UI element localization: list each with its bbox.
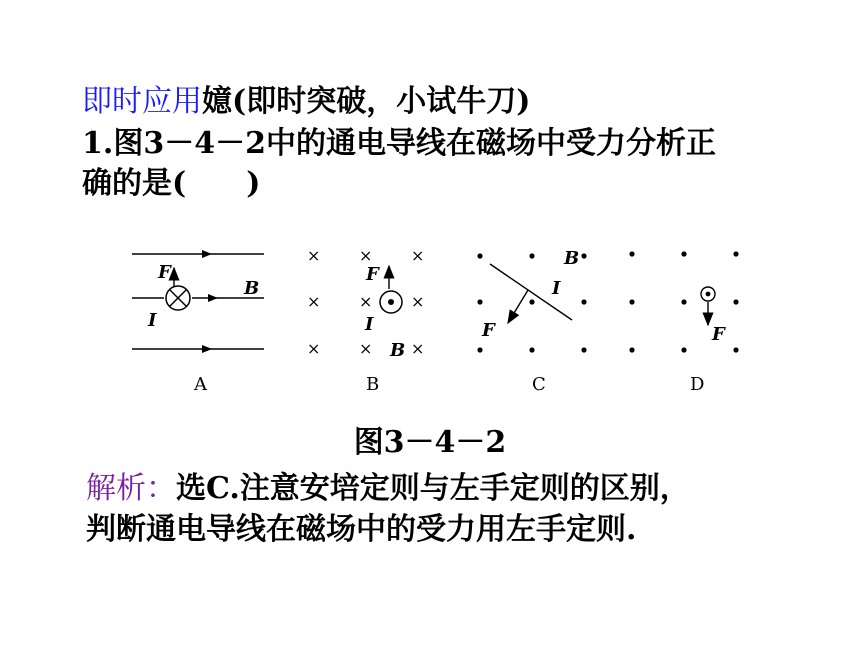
svg-text:×: × <box>359 292 373 311</box>
answer-line-1 <box>86 471 690 507</box>
option-label: B <box>366 374 380 395</box>
question-line-1: 1.图3－4－2中的通电导线在磁场中受力分析正 <box>82 126 716 161</box>
current-label: I <box>365 314 374 335</box>
svg-text:×: × <box>307 292 321 311</box>
svg-text:×: × <box>307 246 321 265</box>
svg-text:×: × <box>359 339 373 358</box>
heading-label: 即时应用 <box>82 84 202 119</box>
svg-text:×: × <box>411 339 425 358</box>
field-label: B <box>390 340 406 361</box>
heading-subtitle: 嬑(即时突破，小试牛刀) <box>202 84 531 119</box>
svg-text:×: × <box>411 292 425 311</box>
answer-text-1: 选C.注意安培定则与左手定则的区别， <box>176 471 690 506</box>
question-line-2: 确的是( ) <box>82 166 261 201</box>
svg-text:×: × <box>359 246 373 265</box>
panel-b <box>307 246 424 395</box>
answer-line-2: 判断通电导线在磁场中的受力用左手定则. <box>86 512 637 547</box>
option-label: C <box>532 374 546 395</box>
force-label: F <box>482 320 495 341</box>
force-label: F <box>366 264 379 285</box>
svg-text:×: × <box>307 339 321 358</box>
field-label: B <box>244 278 260 299</box>
svg-text:×: × <box>411 246 425 265</box>
section-heading <box>82 84 530 120</box>
panel-c <box>477 248 586 395</box>
field-label: B <box>564 248 580 269</box>
panel-d <box>629 251 738 395</box>
option-label: D <box>690 374 705 395</box>
panel-a <box>132 250 264 395</box>
force-diagram-figure <box>118 232 758 402</box>
force-label: F <box>158 262 171 283</box>
figure-caption: 图3－4－2 <box>353 425 507 460</box>
answer-prefix: 解析： <box>86 471 176 506</box>
force-label: F <box>712 324 725 345</box>
option-label: A <box>194 374 207 395</box>
current-label: I <box>148 310 157 331</box>
current-label: I <box>552 278 561 299</box>
